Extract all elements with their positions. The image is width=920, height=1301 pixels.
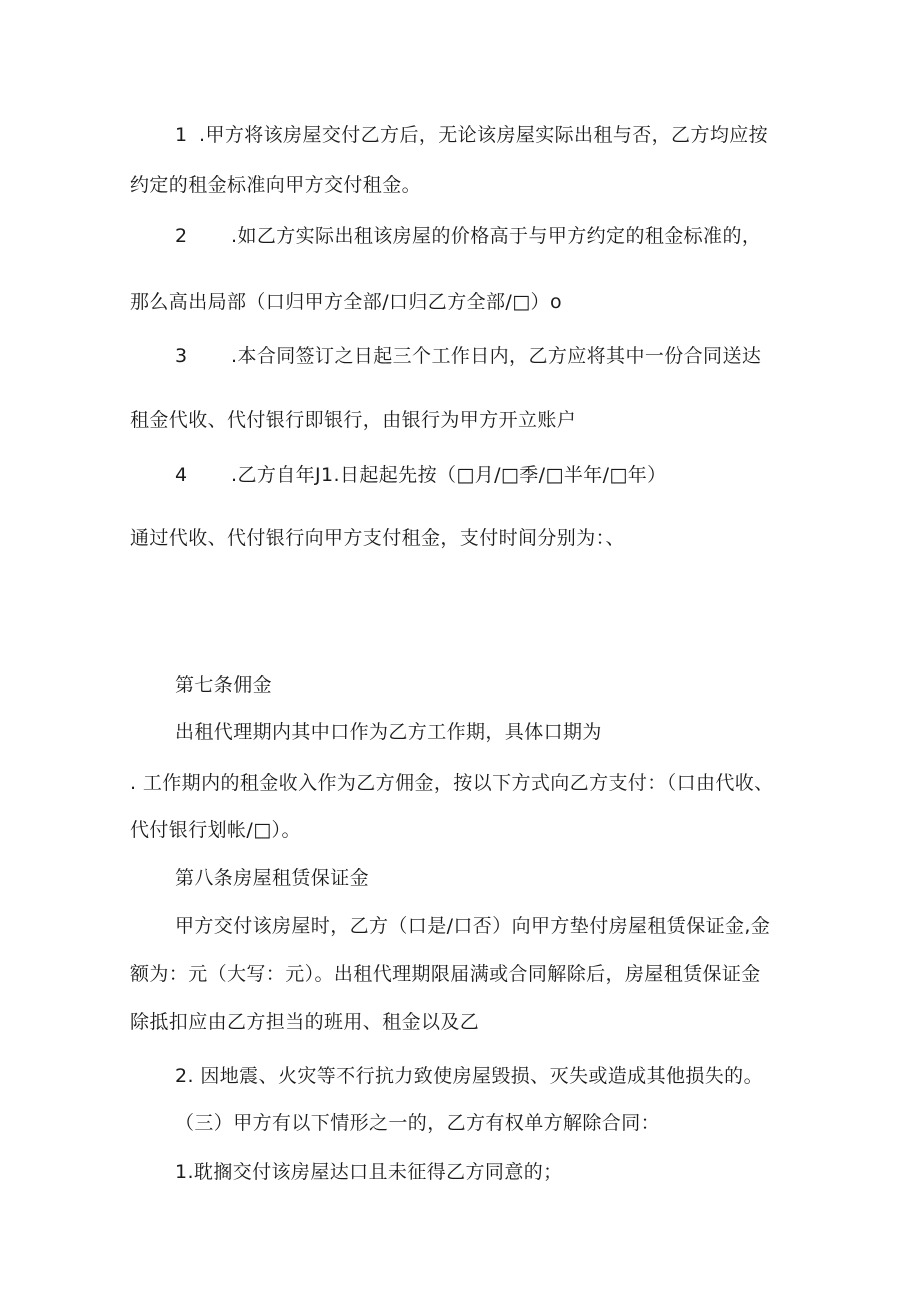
article-8-line-2: 额为：元（大写：元）。出租代理期限届满或合同解除后，房屋租赁保证金	[130, 963, 761, 985]
clause-number: 4	[175, 464, 188, 486]
clause-text: .甲方将该房屋交付乙方后，无论该房屋实际出租与否，乙方均应按	[199, 124, 769, 146]
article-7-line-3: 代付银行划帐/□）。	[130, 819, 301, 841]
section-3-heading: （三）甲方有以下情形之一的，乙方有权单方解除合同：	[175, 1112, 661, 1134]
article-7-line-2: . 工作期内的租金收入作为乙方佣金，按以下方式向乙方支付：（口由代收、	[130, 772, 774, 794]
clause-4-line-1	[175, 463, 667, 487]
list-item-1: 1.耽搁交付该房屋达口且未征得乙方同意的；	[175, 1161, 563, 1183]
clause-3-line-2: 租金代收、代付银行即银行，由银行为甲方开立账户	[130, 409, 577, 431]
clause-2-line-2: 那么高出局部（口归甲方全部/口归乙方全部/□）o	[130, 291, 562, 313]
clause-2-line-1	[175, 224, 761, 248]
clause-1-line-1	[175, 123, 768, 147]
clause-text: .如乙方实际出租该房屋的价格高于与甲方约定的租金标准的，	[231, 225, 762, 247]
list-item-2: 2. 因地震、火灾等不行抗力致使房屋毁损、灭失或造成其他损失的。	[175, 1065, 763, 1087]
clause-number: 3	[175, 345, 188, 367]
clause-text: .乙方自年J1.日起起先按（□月/□季/□半年/□年）	[231, 464, 667, 486]
article-8-heading: 第八条房屋租赁保证金	[175, 867, 370, 889]
article-7-line-1: 出租代理期内其中口作为乙方工作期，具体口期为	[175, 721, 602, 743]
clause-number: 2	[175, 225, 188, 247]
clause-4-line-2: 通过代收、代付银行向甲方支付租金，支付时间分别为：、	[130, 527, 625, 549]
clause-text: .本合同签订之日起三个工作日内，乙方应将其中一份合同送达	[231, 345, 762, 367]
clause-number: 1	[175, 124, 188, 146]
clause-3-line-1	[175, 344, 761, 368]
clause-1-line-2: 约定的租金标准向甲方交付租金。	[130, 174, 422, 196]
article-8-line-3: 除抵扣应由乙方担当的班用、租金以及乙	[130, 1011, 480, 1033]
article-7-heading: 第七条佣金	[175, 674, 273, 696]
article-8-line-1: 甲方交付该房屋时，乙方（口是/口否）向甲方垫付房屋租赁保证金,金	[175, 915, 771, 937]
